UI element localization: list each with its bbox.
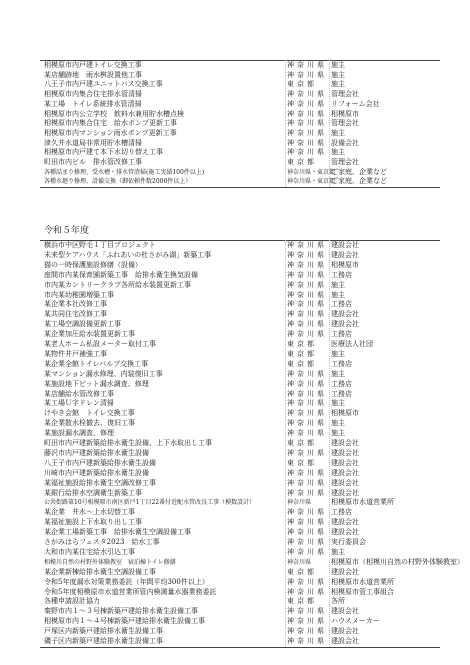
table-row <box>0 489 470 498</box>
client-name: 施主 <box>331 280 345 289</box>
project-name: 八王子市内戸建ユニットバス交換工事 <box>44 80 163 89</box>
prefecture: 神奈川県 <box>287 419 327 428</box>
project-name: 某マンション漏水修理、内装復旧工事 <box>44 369 163 378</box>
table-row <box>0 518 470 527</box>
prefecture: 神奈川県 <box>287 270 327 279</box>
client-name: 建設会社 <box>331 528 359 537</box>
client-name: 工務店 <box>331 389 352 398</box>
table-row <box>0 241 470 250</box>
prefecture: 神奈川県 <box>287 280 327 289</box>
client-name: 建設会社 <box>331 448 359 457</box>
project-name: さがみはらフェスタ2023 給水工事 <box>44 538 160 546</box>
project-name: 猫の一時保護施設修繕（設備） <box>44 260 142 269</box>
client-name: 相模原市（相模川自然の村野外体験教室） <box>331 557 464 566</box>
project-name: 相模原市内マンション雨水ポンプ更新工事 <box>44 128 177 137</box>
client-name: 管理会社 <box>331 158 359 166</box>
project-name: 令和5年度漏水対策業務委託（年間平均300件以上） <box>44 577 209 586</box>
prefecture: 神奈川県 <box>287 128 327 137</box>
table-row <box>0 300 470 309</box>
table-row <box>0 80 470 89</box>
table-row <box>0 449 470 458</box>
client-name: 相模原市 <box>331 109 359 118</box>
prefecture: 神奈川県 <box>287 250 327 259</box>
project-name: 相模原市内集合住宅排水管清掃 <box>44 90 142 99</box>
client-name: 各所 <box>331 597 345 606</box>
prefecture: 神奈川県・東京都 <box>287 168 336 176</box>
client-name: ご家庭、企業など <box>331 167 387 176</box>
table-bottom-rule <box>40 187 440 188</box>
prefecture: 神奈川県 <box>287 607 327 616</box>
client-name: 工務店 <box>331 359 352 368</box>
project-name: 八王子市内戸建新築給排水衛生設備 <box>44 458 156 467</box>
project-name: けやき会館 トイレ交換工事 <box>44 409 135 418</box>
table-row <box>0 350 470 359</box>
project-name: 秦野市内１～３号棟新築戸建給排水衛生設備工事 <box>44 607 198 616</box>
prefecture: 神奈川県 <box>287 330 327 339</box>
table-row <box>0 429 470 438</box>
prefecture: 神奈川県 <box>287 429 327 438</box>
table-row <box>0 617 470 626</box>
client-name: 工務店 <box>331 379 352 388</box>
project-name: 未来型ケアハウス「ふれあいの杜さがみ湖」新築工事 <box>44 250 212 259</box>
column-divider <box>285 60 286 187</box>
fiscal-year-heading: 令和５年度 <box>44 226 90 236</box>
project-name: 相模原市内戸建トイレ交換工事 <box>44 61 142 69</box>
table-row <box>0 538 470 547</box>
client-name: 建設会社 <box>331 250 359 259</box>
prefecture: 神奈川県 <box>287 478 327 487</box>
project-name: 座間市内某保育園新築工事 給排水衛生換気設備 <box>44 270 198 279</box>
table-row <box>0 71 470 80</box>
project-name: 公共街路第10号相模原市南区新戸1丁目22番付近配水管改良工事（模数設計） <box>44 499 256 507</box>
project-name: 某企業 井水～上水切替工事 <box>44 508 135 517</box>
prefecture: 神奈川県 <box>287 617 327 626</box>
client-name: 建設会社 <box>331 518 359 527</box>
client-name: ハウスメーカー <box>331 617 380 626</box>
table-row <box>0 548 470 557</box>
prefecture: 神奈川県 <box>287 389 327 398</box>
table-row <box>0 588 470 597</box>
client-name: 施主 <box>331 399 345 408</box>
project-name: 相模原市内公立学校 飲料水兼用貯水槽点検 <box>44 109 184 118</box>
prefecture: 神奈川県 <box>287 409 327 418</box>
client-name: 工務店 <box>331 330 352 339</box>
table-row <box>0 168 470 177</box>
client-name: 建設会社 <box>331 567 359 576</box>
project-name: 某物件井戸補強工事 <box>44 349 107 358</box>
client-name: 建設会社 <box>331 458 359 467</box>
project-name: 某企業散水栓撤去、復旧工事 <box>44 419 135 428</box>
works-table-reiwa5 <box>0 240 470 648</box>
column-divider <box>285 240 286 647</box>
prefecture: 神奈川県 <box>287 538 327 546</box>
prefecture: 神奈川県 <box>287 499 312 507</box>
client-name: 施主 <box>331 419 345 428</box>
table-row <box>0 558 470 567</box>
client-name: 建設会社 <box>331 310 359 319</box>
project-name: 某企業全館トイレバルブ交換工事 <box>44 359 149 368</box>
table-row <box>0 330 470 339</box>
project-name: 川崎市内戸建新築給排水衛生設備 <box>44 468 149 477</box>
client-name: 管理会社 <box>331 90 359 99</box>
table-row <box>0 380 470 389</box>
client-name: 相模原市 <box>331 409 359 418</box>
project-name: 某施設漏水調査、修理 <box>44 429 114 438</box>
column-divider <box>329 240 330 647</box>
client-name: 相模原市水道営業所 <box>331 577 394 586</box>
project-name: 某工場Ｕ字ドレン清掃 <box>44 399 114 408</box>
prefecture: 神奈川県 <box>287 290 327 299</box>
table-row <box>0 291 470 300</box>
client-name: 施主 <box>331 61 345 69</box>
prefecture: 神奈川県 <box>287 61 327 69</box>
client-name: 施主 <box>331 80 345 89</box>
client-name: 設備会社 <box>331 138 359 147</box>
client-name: リフォーム会社 <box>331 99 380 108</box>
client-name: 施主 <box>331 70 345 79</box>
project-name: 横浜市中区野毛１丁目プロジェクト <box>44 241 156 249</box>
project-name: 各種詰まり修理、受水槽・排水管清掃(施工実績100件以上) <box>44 168 205 176</box>
prefecture: 神奈川県 <box>287 260 327 269</box>
prefecture: 神奈川県 <box>287 138 327 147</box>
prefecture: 東京都 <box>287 80 317 89</box>
table-row <box>0 627 470 636</box>
client-name: 医療法人社団 <box>331 340 373 348</box>
project-name: 令和5年度相模原市水道営業所管内検満量水器業務委託 <box>44 587 217 596</box>
project-name: 大和市内某住宅給水引込工事 <box>44 547 135 556</box>
table-row <box>0 568 470 577</box>
client-name: 建設会社 <box>331 637 359 645</box>
prefecture: 神奈川県 <box>287 528 327 537</box>
table-row <box>0 177 470 186</box>
prefecture: 東京都 <box>287 567 317 576</box>
client-name: 建設会社 <box>331 488 359 497</box>
client-name: 相模原市水道営業所 <box>331 498 394 507</box>
client-name: 施主 <box>331 547 345 556</box>
client-name: 工務店 <box>331 300 352 309</box>
project-name: 某老人ホーム私設メーター取付工事 <box>44 340 156 348</box>
prefecture: 神奈川県 <box>287 241 327 249</box>
client-name: 実行委員会 <box>331 538 366 546</box>
prefecture: 東京都 <box>287 359 317 368</box>
client-name: 施主 <box>331 349 345 358</box>
project-name: 藤沢市内戸建新築給排水衛生設備 <box>44 448 149 457</box>
project-name: 某工場 トイレ系統排水管清掃 <box>44 99 142 108</box>
table-row <box>0 251 470 260</box>
prefecture: 東京都 <box>287 439 317 447</box>
table-row <box>0 439 470 448</box>
works-table-previous-year <box>0 60 470 188</box>
project-name: 某銀行給排水空調衛生新築工事 <box>44 488 142 497</box>
project-name: 某企業新棟給排水衛生空調設備工事 <box>44 567 156 576</box>
table-row <box>0 597 470 606</box>
table-row <box>0 607 470 616</box>
prefecture: 神奈川県 <box>287 320 327 329</box>
project-name: 某企業工場新築工事 給排水衛生空調設備工事 <box>44 528 191 537</box>
project-name: 某施設地下ピット漏水調査、修理 <box>44 379 149 388</box>
client-name: ご家庭、企業など <box>331 177 387 186</box>
table-row <box>0 390 470 399</box>
prefecture: 神奈川県 <box>287 508 327 517</box>
client-name: 施主 <box>331 290 345 299</box>
client-name: 相模原市管工事組合 <box>331 587 394 596</box>
table-row <box>0 419 470 428</box>
client-name: 工務店 <box>331 270 352 279</box>
prefecture: 東京都 <box>287 458 317 467</box>
project-name: 市内某幼稚園増築工事 <box>44 290 114 299</box>
client-name: 建設会社 <box>331 478 359 487</box>
client-name: 建設会社 <box>331 627 359 636</box>
table-row <box>0 637 470 646</box>
project-name: 相模原市内集合住宅 給水ポンプ更新工事 <box>44 119 177 128</box>
column-divider <box>329 60 330 187</box>
client-name: 工務店 <box>331 508 352 517</box>
client-name: 建設会社 <box>331 607 359 616</box>
table-row <box>0 100 470 109</box>
table-row <box>0 409 470 418</box>
project-name: 各種水廻り修理、設備交換（御依頼件数2000件以上） <box>44 178 192 186</box>
table-row <box>0 528 470 537</box>
client-name: 建設会社 <box>331 241 359 249</box>
client-name: 相模原市 <box>331 260 359 269</box>
prefecture: 神奈川県 <box>287 518 327 527</box>
table-row <box>0 90 470 99</box>
project-name: 町田市内ビル 排水管改修工事 <box>44 158 142 166</box>
prefecture: 神奈川県 <box>287 448 327 457</box>
project-name: 相模川自然の村野外体験教室 宿泊棟トイレ修繕 <box>44 558 176 566</box>
prefecture: 神奈川県 <box>287 379 327 388</box>
client-name: 施主 <box>331 369 345 378</box>
client-name: 建設会社 <box>331 439 359 447</box>
table-row <box>0 129 470 138</box>
table-row <box>0 148 470 157</box>
table-row <box>0 508 470 517</box>
project-name: 某企業本社改修工事 <box>44 300 107 309</box>
table-row <box>0 370 470 379</box>
prefecture: 神奈川県 <box>287 99 327 108</box>
prefecture: 神奈川県 <box>287 148 327 157</box>
table-row <box>0 469 470 478</box>
prefecture: 神奈川県 <box>287 637 327 645</box>
project-name: 市内某カントリークラブ各所給水装置更新工事 <box>44 280 191 289</box>
table-row <box>0 61 470 70</box>
prefecture: 神奈川県 <box>287 90 327 99</box>
prefecture: 神奈川県 <box>287 587 327 596</box>
client-name: 管理会社 <box>331 119 359 128</box>
project-name: 某店舗給水管改修工事 <box>44 389 114 398</box>
prefecture: 東京都 <box>287 597 317 606</box>
prefecture: 神奈川県 <box>287 119 327 128</box>
table-row <box>0 340 470 349</box>
project-name: 津久井水道局非常用貯水槽清掃 <box>44 138 142 147</box>
prefecture: 神奈川県 <box>287 627 327 636</box>
table-row <box>0 459 470 468</box>
prefecture: 東京都 <box>287 340 317 348</box>
project-name: 磯子区内新築戸建給排水衛生設備工事 <box>44 637 163 645</box>
client-name: 施主 <box>331 429 345 438</box>
client-name: 建設会社 <box>331 468 359 477</box>
prefecture: 神奈川県 <box>287 547 327 556</box>
project-name: 某福祉施設給排水衛生空調改修工事 <box>44 478 156 487</box>
project-name: 相模原市内戸建て本下水切り替え工事 <box>44 148 163 157</box>
table-row <box>0 119 470 128</box>
table-row <box>0 139 470 148</box>
project-name: 戸塚区内新築戸建給排水衛生設備工事 <box>44 627 163 636</box>
prefecture: 神奈川県 <box>287 577 327 586</box>
prefecture: 神奈川県 <box>287 488 327 497</box>
project-name: 某店舗跡地 雨水桝設置他工事 <box>44 70 142 79</box>
prefecture: 神奈川県 <box>287 369 327 378</box>
table-row <box>0 110 470 119</box>
table-row <box>0 399 470 408</box>
prefecture: 神奈川県・東京都 <box>287 178 336 186</box>
prefecture: 神奈川県 <box>287 558 312 566</box>
prefecture: 神奈川県 <box>287 300 327 309</box>
project-name: 相模原市内１～４号棟新築戸建給排水衛生設備工事 <box>44 617 205 626</box>
prefecture: 東京都 <box>287 158 317 166</box>
table-row <box>0 498 470 507</box>
prefecture: 神奈川県 <box>287 399 327 408</box>
project-name: 町田市内戸建新築給排水衛生設備、上下水取出し工事 <box>44 439 212 447</box>
project-name: 某福祉施設上下水取り出し工事 <box>44 518 142 527</box>
prefecture: 神奈川県 <box>287 109 327 118</box>
table-row <box>0 281 470 290</box>
table-row <box>0 360 470 369</box>
table-row <box>0 261 470 270</box>
project-name: 某企業加圧給水装置更新工事 <box>44 330 135 339</box>
project-name: 某工場空調設備更新工事 <box>44 320 121 329</box>
table-row <box>0 320 470 329</box>
table-bottom-rule <box>40 647 440 648</box>
table-row <box>0 271 470 280</box>
client-name: 建設会社 <box>331 320 359 329</box>
prefecture: 神奈川県 <box>287 70 327 79</box>
prefecture: 神奈川県 <box>287 468 327 477</box>
table-row <box>0 310 470 319</box>
project-name: 某共同住宅改修工事 <box>44 310 107 319</box>
client-name: 施主 <box>331 148 345 157</box>
table-row <box>0 578 470 587</box>
project-name: 各種申請設計協力 <box>44 597 100 606</box>
prefecture: 神奈川県 <box>287 310 327 319</box>
client-name: 施主 <box>331 128 345 137</box>
table-row <box>0 158 470 167</box>
prefecture: 東京都 <box>287 349 317 358</box>
table-row <box>0 479 470 488</box>
